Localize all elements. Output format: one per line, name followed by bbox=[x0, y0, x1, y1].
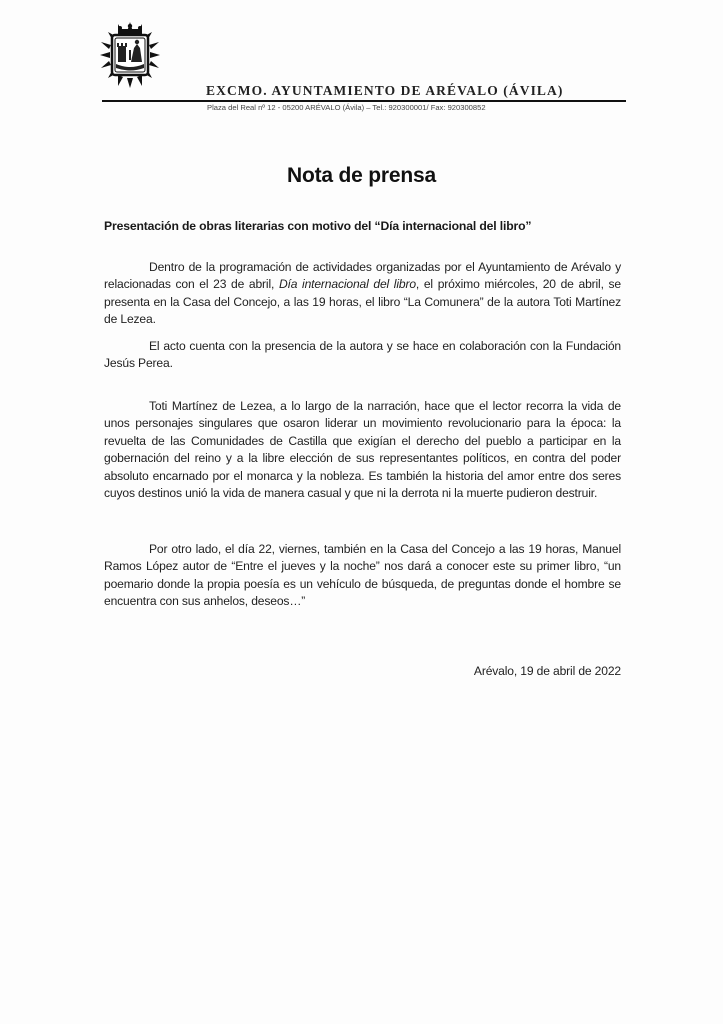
municipal-coat-of-arms-icon bbox=[98, 20, 162, 90]
paragraph-text: Por otro lado, el día 22, viernes, también en la Casa del Concejo a las 19 horas, Manuel Ramos López autor de “Entre el jueves y la noche” nos dará a conocer este su primer libro, “un poemario donde la propia poesía es un vehículo de búsqueda, de preguntas donde el hombre se encuentra con sus anhelos, deseos…” bbox=[104, 542, 621, 609]
paragraph-text: El acto cuenta con la presencia de la autora y se hace en colaboración con la Fundación Jesús Perea. bbox=[104, 339, 621, 371]
paragraph-text: Toti Martínez de Lezea, a lo largo de la narración, hace que el lector recorra la vida de unos personajes singulares que osaron liderar un movimiento revolucionario para la época: la revuelta de las Comunidades de Castilla que exigían el derecho del pueblo a participar en la gobernación del reino y a la libre elección de sus representantes políticos, en contra del poder absoluto encarnado por el monarca y la nobleza. Es también la historia del amor entre dos seres cuyos destinos unió la vida de manera casual y que ni la derrota ni la muerte pudieron destruir. bbox=[104, 399, 621, 501]
organization-address: Plaza del Real nº 12 - 05200 ARÉVALO (Ávila) – Tel.: 920300001/ Fax: 920300852 bbox=[207, 103, 486, 112]
paragraph-collaboration bbox=[104, 338, 621, 373]
place-and-date: Arévalo, 19 de abril de 2022 bbox=[473, 664, 621, 678]
emphasized-text: Día internacional del libro bbox=[278, 277, 416, 292]
paragraph-second-event bbox=[104, 541, 621, 611]
paragraph-text: Dentro de la programación de actividades organizadas por el Ayuntamiento de Arévalo y relacionadas con el 23 de abril, bbox=[104, 260, 621, 292]
organization-name: EXCMO. AYUNTAMIENTO DE ARÉVALO (ÁVILA) bbox=[206, 83, 564, 98]
paragraph-book-synopsis bbox=[104, 398, 621, 502]
paragraph-event-announcement bbox=[104, 259, 621, 329]
document-title: Nota de prensa bbox=[287, 164, 436, 187]
document-subtitle: Presentación de obras literarias con motivo del “Día internacional del libro” bbox=[104, 219, 532, 233]
paragraph-text: , el próximo miércoles, 20 de abril, se presenta en la Casa del Concejo, a las 19 horas, el libro “La Comunera” de la autora Toti Martínez de Lezea. bbox=[104, 277, 622, 327]
letterhead-divider bbox=[102, 100, 626, 102]
